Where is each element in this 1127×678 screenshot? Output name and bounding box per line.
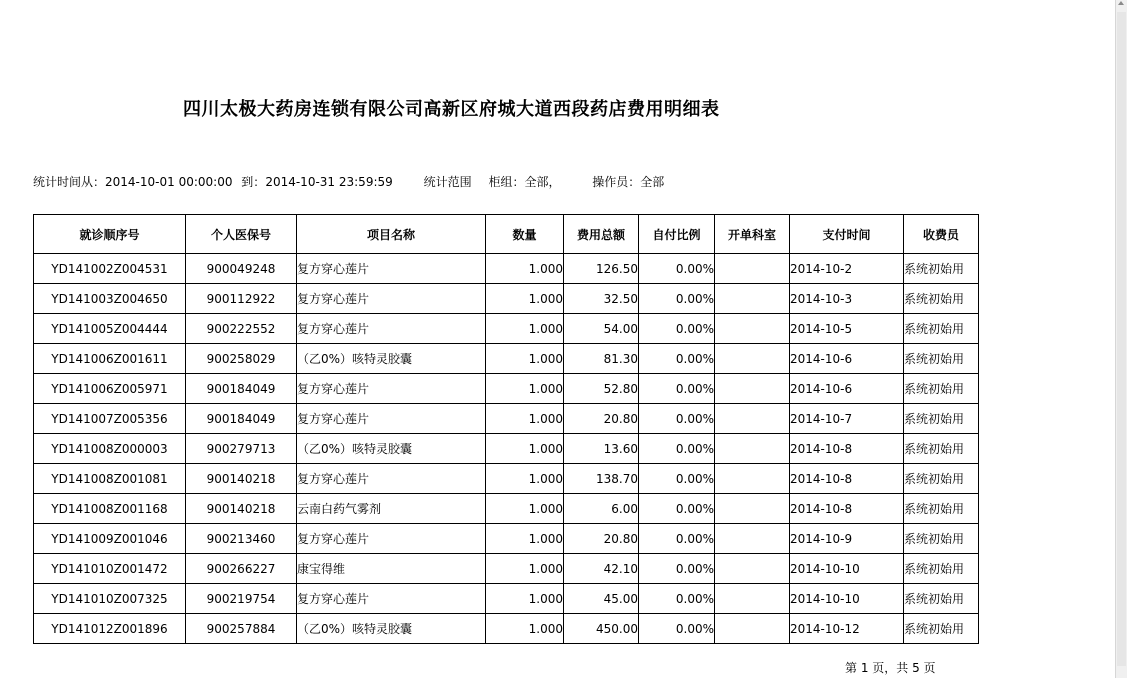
cell-item-name: 复方穿心莲片 [297,524,486,554]
cell-quantity: 1.000 [486,254,564,284]
cell-item-name: 康宝得维 [297,554,486,584]
time-label: 统计时间从： [33,175,106,189]
time-to: 2014-10-31 23:59:59 [265,175,393,189]
cell-seq: YD141003Z004650 [34,284,186,314]
cell-self-pay-ratio: 0.00% [639,254,715,284]
cell-seq: YD141010Z007325 [34,584,186,614]
cell-total-fee: 126.50 [564,254,639,284]
cell-cashier: 系统初始用 [904,344,979,374]
col-header-self-pay-ratio: 自付比例 [639,215,715,254]
cell-department [715,434,790,464]
cell-department [715,314,790,344]
cell-seq: YD141006Z001611 [34,344,186,374]
col-header-cashier: 收费员 [904,215,979,254]
cell-self-pay-ratio: 0.00% [639,284,715,314]
cell-insurance-no: 900140218 [186,464,297,494]
cell-cashier: 系统初始用 [904,404,979,434]
cell-item-name: 复方穿心莲片 [297,404,486,434]
cell-seq: YD141007Z005356 [34,404,186,434]
table-row [34,254,979,284]
col-header-seq: 就诊顺序号 [34,215,186,254]
cell-pay-time: 2014-10-8 [790,494,904,524]
report-criteria [33,173,664,190]
cell-self-pay-ratio: 0.00% [639,584,715,614]
cell-self-pay-ratio: 0.00% [639,524,715,554]
cell-insurance-no: 900049248 [186,254,297,284]
cell-item-name: 复方穿心莲片 [297,584,486,614]
cell-item-name: 复方穿心莲片 [297,284,486,314]
group-filter: 柜组：全部， [488,175,561,189]
table-row [34,434,979,464]
scroll-up-arrow-icon[interactable] [1118,1,1124,5]
cell-cashier: 系统初始用 [904,314,979,344]
table-row [34,494,979,524]
cell-quantity: 1.000 [486,344,564,374]
cell-insurance-no: 900222552 [186,314,297,344]
cell-self-pay-ratio: 0.00% [639,464,715,494]
cell-total-fee: 20.80 [564,524,639,554]
cell-seq: YD141012Z001896 [34,614,186,644]
to-label: 到： [241,175,266,189]
cell-total-fee: 20.80 [564,404,639,434]
cell-item-name: 复方穿心莲片 [297,254,486,284]
cell-seq: YD141008Z001168 [34,494,186,524]
cell-department [715,584,790,614]
cell-pay-time: 2014-10-8 [790,464,904,494]
cell-cashier: 系统初始用 [904,374,979,404]
cell-insurance-no: 900279713 [186,434,297,464]
cell-department [715,464,790,494]
cell-department [715,554,790,584]
table-row [34,554,979,584]
cell-seq: YD141005Z004444 [34,314,186,344]
cell-department [715,374,790,404]
cell-total-fee: 6.00 [564,494,639,524]
cell-quantity: 1.000 [486,614,564,644]
cell-quantity: 1.000 [486,494,564,524]
cell-self-pay-ratio: 0.00% [639,494,715,524]
table-header-row [34,215,979,254]
cell-quantity: 1.000 [486,434,564,464]
cell-self-pay-ratio: 0.00% [639,554,715,584]
cell-seq: YD141009Z001046 [34,524,186,554]
cell-insurance-no: 900219754 [186,584,297,614]
cell-department [715,284,790,314]
cell-item-name: （乙0%）咳特灵胶囊 [297,344,486,374]
cell-insurance-no: 900258029 [186,344,297,374]
cell-cashier: 系统初始用 [904,614,979,644]
cell-insurance-no: 900213460 [186,524,297,554]
cell-cashier: 系统初始用 [904,584,979,614]
cell-item-name: （乙0%）咳特灵胶囊 [297,434,486,464]
cell-pay-time: 2014-10-9 [790,524,904,554]
report-title: 四川太极大药房连锁有限公司高新区府城大道西段药店费用明细表 [183,99,720,120]
operator-filter: 操作员：全部 [592,175,665,189]
cell-total-fee: 42.10 [564,554,639,584]
cell-pay-time: 2014-10-12 [790,614,904,644]
cell-insurance-no: 900140218 [186,494,297,524]
cell-item-name: 复方穿心莲片 [297,464,486,494]
cell-seq: YD141010Z001472 [34,554,186,584]
cell-total-fee: 138.70 [564,464,639,494]
cell-total-fee: 32.50 [564,284,639,314]
col-header-department: 开单科室 [715,215,790,254]
cell-insurance-no: 900184049 [186,404,297,434]
cell-department [715,524,790,554]
cell-department [715,404,790,434]
cell-item-name: （乙0%）咳特灵胶囊 [297,614,486,644]
cell-cashier: 系统初始用 [904,554,979,584]
cell-total-fee: 13.60 [564,434,639,464]
cell-pay-time: 2014-10-7 [790,404,904,434]
col-header-total-fee: 费用总额 [564,215,639,254]
cell-quantity: 1.000 [486,584,564,614]
cell-item-name: 云南白药气雾剂 [297,494,486,524]
cell-quantity: 1.000 [486,374,564,404]
cell-self-pay-ratio: 0.00% [639,374,715,404]
col-header-item-name: 项目名称 [297,215,486,254]
cell-total-fee: 81.30 [564,344,639,374]
cell-pay-time: 2014-10-6 [790,374,904,404]
cell-quantity: 1.000 [486,284,564,314]
cell-cashier: 系统初始用 [904,494,979,524]
col-header-pay-time: 支付时间 [790,215,904,254]
cell-item-name: 复方穿心莲片 [297,374,486,404]
cell-seq: YD141008Z000003 [34,434,186,464]
col-header-quantity: 数量 [486,215,564,254]
table-row [34,464,979,494]
table-row [34,374,979,404]
cell-pay-time: 2014-10-5 [790,314,904,344]
cell-cashier: 系统初始用 [904,434,979,464]
cell-department [715,614,790,644]
scrollbar-thumb[interactable] [1117,12,1126,666]
cell-department [715,494,790,524]
table-row [34,584,979,614]
cell-pay-time: 2014-10-6 [790,344,904,374]
cell-total-fee: 54.00 [564,314,639,344]
cell-cashier: 系统初始用 [904,464,979,494]
cell-pay-time: 2014-10-8 [790,434,904,464]
table-row [34,404,979,434]
cell-seq: YD141008Z001081 [34,464,186,494]
cell-total-fee: 450.00 [564,614,639,644]
table-row [34,344,979,374]
cell-insurance-no: 900112922 [186,284,297,314]
cell-pay-time: 2014-10-10 [790,554,904,584]
cell-self-pay-ratio: 0.00% [639,344,715,374]
cell-insurance-no: 900266227 [186,554,297,584]
cell-self-pay-ratio: 0.00% [639,614,715,644]
cell-quantity: 1.000 [486,404,564,434]
cell-self-pay-ratio: 0.00% [639,434,715,464]
cell-department [715,344,790,374]
cell-seq: YD141002Z004531 [34,254,186,284]
cell-self-pay-ratio: 0.00% [639,314,715,344]
cell-pay-time: 2014-10-2 [790,254,904,284]
table-row [34,614,979,644]
range-label: 统计范围 [423,175,472,189]
fee-detail-table [33,214,979,644]
cell-insurance-no: 900184049 [186,374,297,404]
cell-pay-time: 2014-10-10 [790,584,904,614]
col-header-insurance-no: 个人医保号 [186,215,297,254]
cell-total-fee: 52.80 [564,374,639,404]
cell-quantity: 1.000 [486,524,564,554]
cell-quantity: 1.000 [486,464,564,494]
cell-cashier: 系统初始用 [904,524,979,554]
table-row [34,314,979,344]
table-row [34,284,979,314]
cell-item-name: 复方穿心莲片 [297,314,486,344]
cell-self-pay-ratio: 0.00% [639,404,715,434]
page-indicator: 第 1 页，共 5 页 [845,661,936,675]
cell-insurance-no: 900257884 [186,614,297,644]
cell-seq: YD141006Z005971 [34,374,186,404]
cell-quantity: 1.000 [486,554,564,584]
table-row [34,524,979,554]
cell-cashier: 系统初始用 [904,284,979,314]
cell-cashier: 系统初始用 [904,254,979,284]
cell-total-fee: 45.00 [564,584,639,614]
cell-quantity: 1.000 [486,314,564,344]
cell-department [715,254,790,284]
time-from: 2014-10-01 00:00:00 [105,175,233,189]
vertical-scrollbar[interactable] [1115,0,1127,678]
cell-pay-time: 2014-10-3 [790,284,904,314]
